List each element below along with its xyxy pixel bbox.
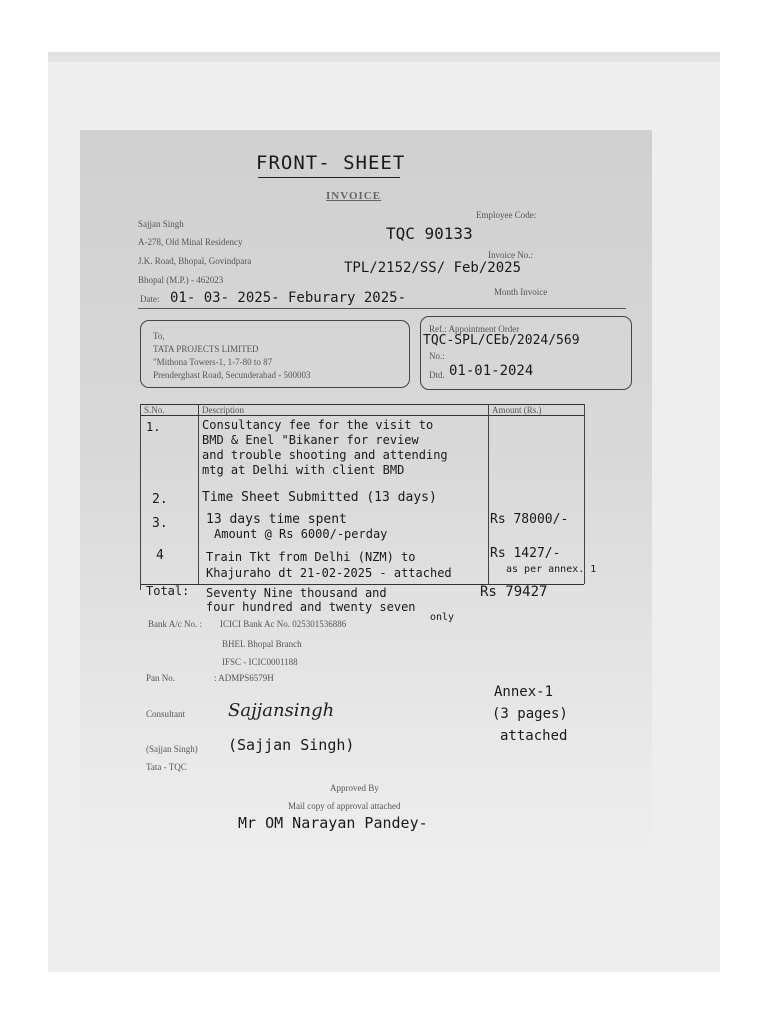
bank-ifsc: IFSC - ICIC0001188 xyxy=(222,657,298,667)
invoice-title: INVOICE xyxy=(326,190,382,202)
date-label: Date: xyxy=(140,294,160,304)
mail-copy-note: Mail copy of approval attached xyxy=(288,801,401,811)
sender-address-1: A-278, Old Minal Residency xyxy=(138,237,243,247)
table-right-border xyxy=(584,404,585,584)
sender-address-3: Bhopal (M.P.) - 462023 xyxy=(138,275,224,285)
table-col-divider-2 xyxy=(488,404,489,584)
pan-label: Pan No. xyxy=(146,673,175,683)
signatory-name-handwritten: (Sajjan Singh) xyxy=(228,736,355,754)
organisation: Tata - TQC xyxy=(146,762,187,772)
row-1-sno: 1. xyxy=(146,420,161,434)
ref-no-value: TQC-SPL/CEb/2024/569 xyxy=(423,333,580,348)
bank-branch: BHEL Bhopal Branch xyxy=(222,639,302,649)
row-1-desc-line-2: BMD & Enel "Bikaner for review xyxy=(202,433,419,447)
heading-underline xyxy=(258,177,400,178)
row-4-amount-note: as per annex. 1 xyxy=(506,564,597,575)
row-3-desc-line-1: 13 days time spent xyxy=(206,512,347,527)
scanned-invoice xyxy=(80,130,652,885)
bank-label: Bank A/c No. : xyxy=(148,619,202,629)
signatory-name: (Sajjan Singh) xyxy=(146,744,198,754)
row-3-sno: 3. xyxy=(152,516,168,531)
total-only: only xyxy=(430,612,455,623)
to-company: TATA PROJECTS LIMITED xyxy=(153,344,259,354)
sender-name: Sajjan Singh xyxy=(138,219,184,229)
total-words-line-1: Seventy Nine thousand and xyxy=(206,586,387,600)
total-amount: Rs 79427 xyxy=(480,584,548,600)
front-sheet-heading: FRONT- SHEET xyxy=(256,152,406,174)
bank-value: ICICI Bank Ac No. 025301536886 xyxy=(220,619,347,629)
col-header-amount: Amount (Rs.) xyxy=(492,405,542,415)
row-4-desc-line-2: Khajuraho dt 21-02-2025 - attached xyxy=(206,566,452,580)
sender-address-2: J.K. Road, Bhopal, Govindpara xyxy=(138,256,252,266)
row-1-desc-line-3: and trouble shooting and attending xyxy=(202,448,448,462)
row-2-desc: Time Sheet Submitted (13 days) xyxy=(202,490,437,505)
employee-code: TQC 90133 xyxy=(386,224,473,243)
paper-edge xyxy=(48,52,720,62)
approved-by-label: Approved By xyxy=(330,783,379,793)
employee-code-label: Employee Code: xyxy=(476,210,537,220)
date-value: 01- 03- 2025- Feburary 2025- xyxy=(170,290,407,306)
col-header-description: Description xyxy=(202,405,244,415)
to-address-2: Prenderghast Road, Secunderabad - 500003 xyxy=(153,370,311,380)
row-3-amount: Rs 78000/- xyxy=(490,512,569,527)
row-4-amount: Rs 1427/- xyxy=(490,546,561,561)
row-4-desc-line-1: Train Tkt from Delhi (NZM) to xyxy=(206,550,416,564)
total-words-line-2: four hundred and twenty seven xyxy=(206,600,416,614)
annex-note-line-3: attached xyxy=(500,728,568,744)
table-col-divider-1 xyxy=(198,404,199,584)
col-header-sno: S.No. xyxy=(144,405,165,415)
ref-dtd-value: 01-01-2024 xyxy=(449,363,534,379)
row-1-desc-line-1: Consultancy fee for the visit to xyxy=(202,418,434,432)
invoice-no: TPL/2152/SS/ Feb/2025 xyxy=(344,260,522,276)
to-label: To, xyxy=(153,331,165,341)
row-3-desc-line-2: Amount @ Rs 6000/-perday xyxy=(214,527,388,541)
to-address-1: "Mithona Towers-1, 1-7-80 to 87 xyxy=(153,357,273,367)
ref-label: Ref.: Appointment Order xyxy=(429,324,520,334)
annex-note-line-2: (3 pages) xyxy=(492,706,568,722)
month-invoice-label: Month Invoice xyxy=(494,287,548,297)
total-label: Total: xyxy=(146,584,190,598)
consultant-signature: Sajjansingh xyxy=(228,700,335,721)
pan-value: : ADMPS6579H xyxy=(214,673,274,683)
row-2-sno: 2. xyxy=(152,492,168,507)
annex-note-line-1: Annex-1 xyxy=(494,684,554,700)
header-divider xyxy=(138,308,626,309)
consultant-label: Consultant xyxy=(146,709,186,719)
table-header-border xyxy=(140,415,584,416)
table-left-border xyxy=(140,404,141,590)
appointment-order-box xyxy=(420,316,632,390)
row-4-sno: 4 xyxy=(156,548,164,563)
ref-dtd-label: Dtd. xyxy=(429,370,445,380)
row-1-desc-line-4: mtg at Delhi with client BMD xyxy=(202,463,405,477)
ref-no-label: No.: xyxy=(429,351,445,361)
to-address-box xyxy=(140,320,410,388)
approver-name: Mr OM Narayan Pandey- xyxy=(238,814,428,832)
invoice-no-label: Invoice No.: xyxy=(488,250,533,260)
